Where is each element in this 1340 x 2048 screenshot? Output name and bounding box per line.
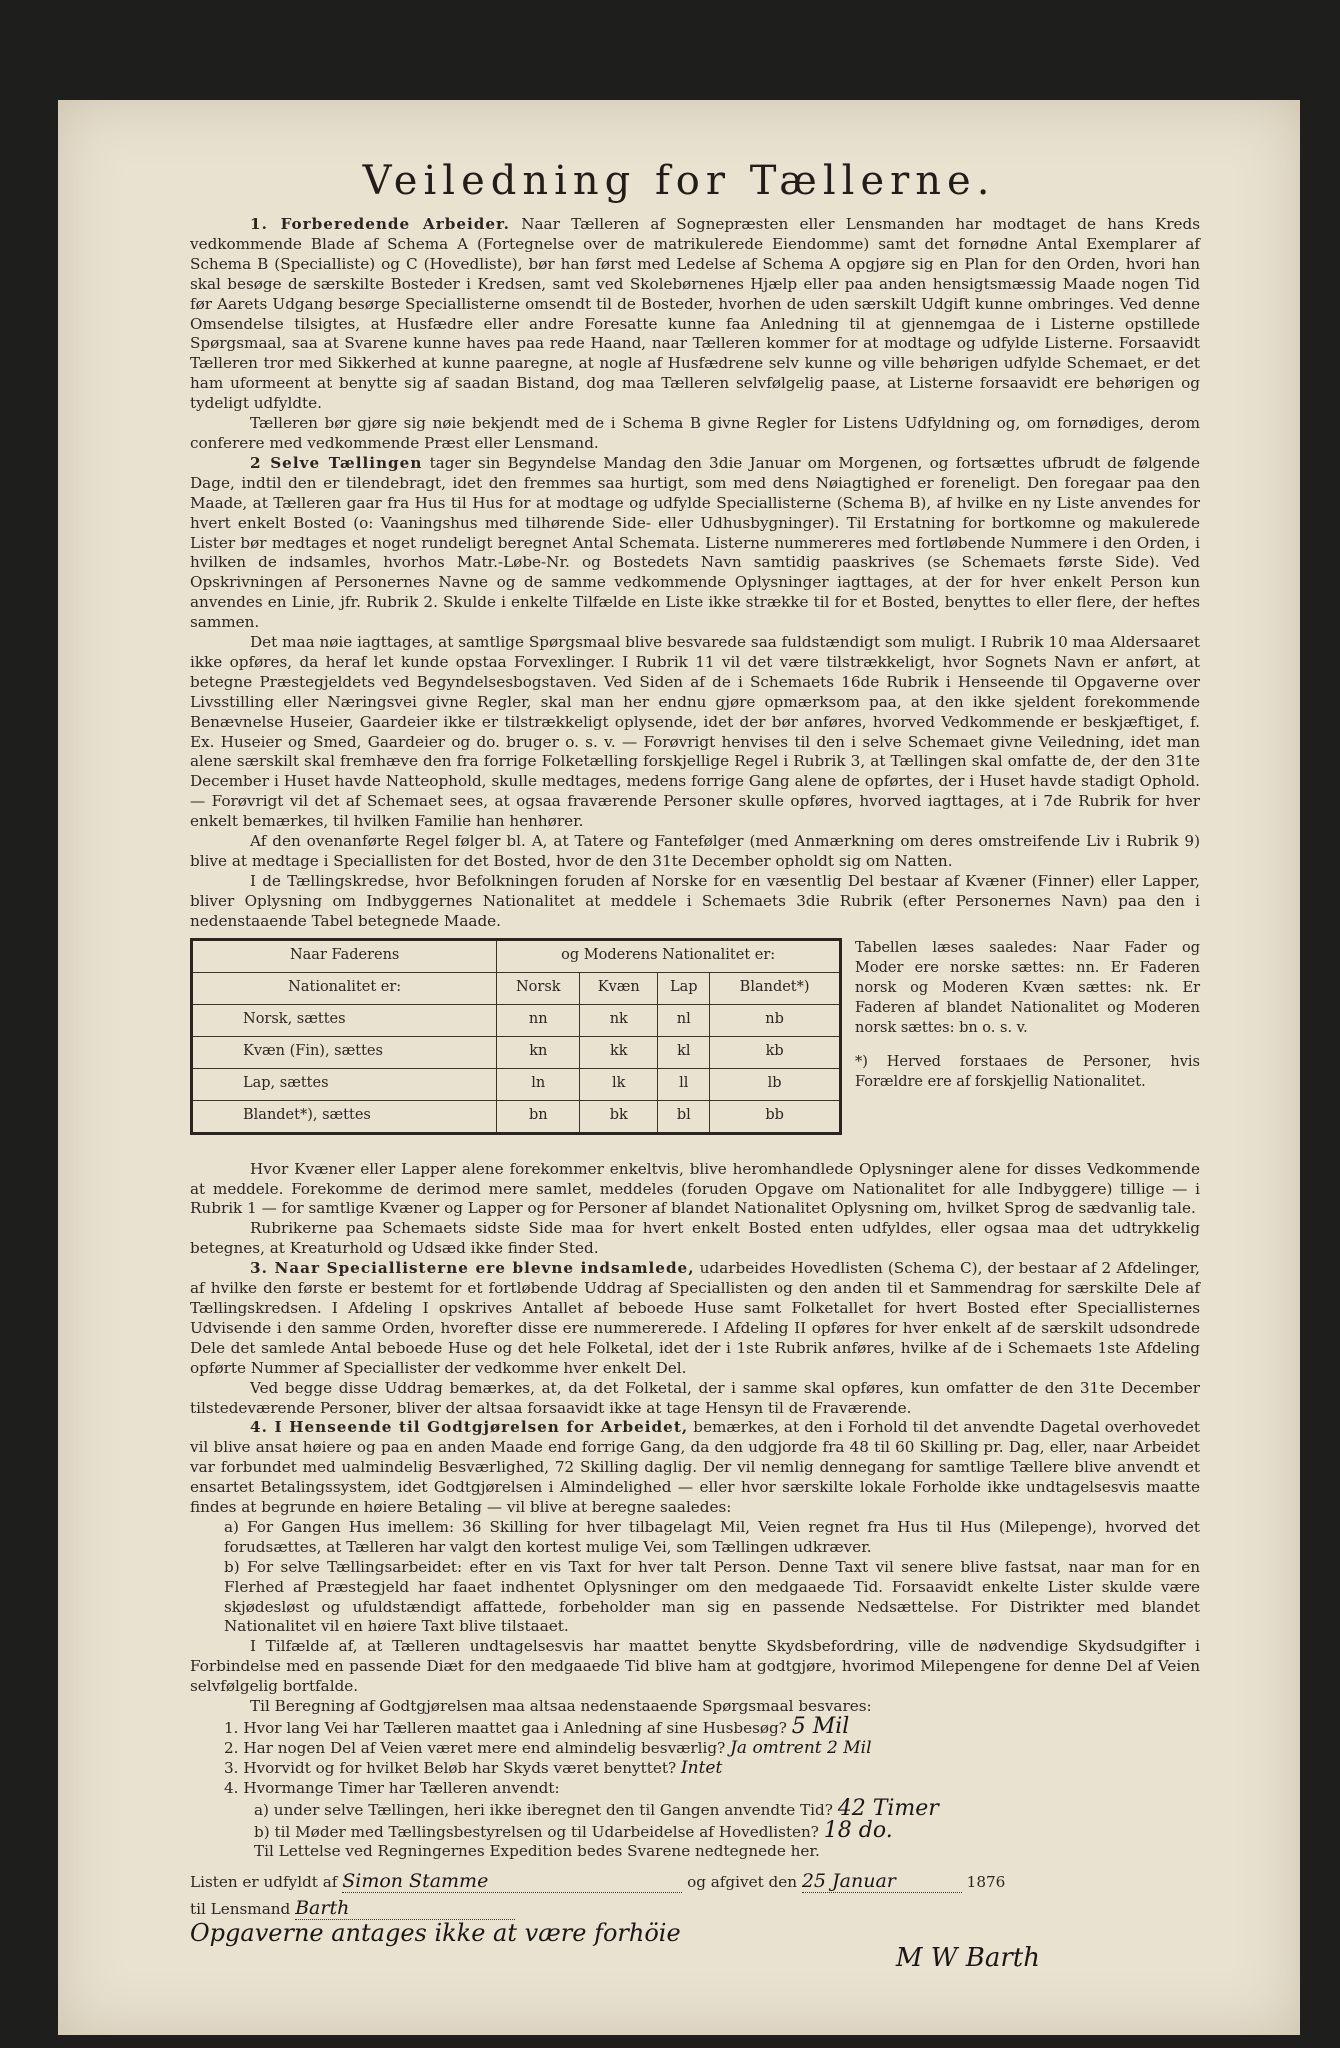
row-label: Kvæn (Fin), sættes bbox=[192, 1036, 497, 1068]
table-cell: nb bbox=[710, 1004, 841, 1036]
section-2-para-2: Det maa nøie iagttages, at samtlige Spørgsmaal blive besvarede saa fuldstændigt som muligt. I Rubrik 10 maa Aldersaaret ikke opføres, da heraf let kunde opstaa Forvexlinger. I Rubrik 11 vil det være tilstrækkeligt, hvor Sognets Navn er anført, at betegne Præstegjeldets ved Begyndelsesbogstaven. Ved Siden af de i Schemaets 16de Rubrik i Henseende til Opgaverne over Livsstilling eller Næringsvei givne Regler, skal man her endnu gjøre opmærksom paa, at den ikke sjeldent forekommende Benævnelse Huseier, Gaardeier ikke er tilstrækkeligt oplysende, idet der bør anføres, hvorved Vedkommende er beskjæftiget, f. Ex. Huseier og Smed, Gaardeier og do. bruger o. s. v. — Forøvrigt henvises til den i selve Schemaet givne Veiledning, idet man alene særskilt skal fremhæve den fra forrige Folketælling forskjellige Regel i Rubrik 3, at Tællingen skal omfatte de, der den 31te December i Huset havde Natteophold, skulle medtages, medens forrige Gang alene de opførtes, der i Huset havde stadigt Ophold. — Forøvrigt vil det af Schemaet sees, at ogsaa fraværende Personer skulle opføres, hvorved iagttages, at i 7de Rubrik for hver enkelt bemærkes, til hvilken Familie han henhører. bbox=[190, 633, 1200, 831]
table-cell: bn bbox=[497, 1100, 580, 1133]
questions-block bbox=[190, 1714, 1200, 1862]
nationality-table bbox=[190, 938, 842, 1135]
section-2-para-3: Af den ovenanførte Regel følger bl. A, at Tatere og Fantefølger (med Anmærkning om deres omstreifende Liv i Rubrik 9) blive at medtage i Speciallisten for det Bosted, hvor de den 31te December opholdt sig om Natten. bbox=[190, 832, 1200, 870]
table-note-2: *) Herved forstaaes de Personer, hvis Forældre ere af forskjellig Nationalitet. bbox=[855, 1053, 1200, 1090]
question-1-text: 1. Hvor lang Vei har Tælleren maattet gaa i Anledning af sine Husbesøg? bbox=[224, 1719, 787, 1737]
signature-line bbox=[190, 1943, 1200, 1974]
section-3-heading: 3. Naar Speciallisterne ere blevne indsamlede, bbox=[250, 1259, 695, 1278]
question-4a bbox=[224, 1795, 1200, 1821]
question-2 bbox=[224, 1739, 1200, 1759]
table-cell: lb bbox=[710, 1068, 841, 1100]
col-header: Lap bbox=[658, 972, 710, 1004]
sheriff-line bbox=[190, 1899, 1200, 1920]
table-cell: kn bbox=[497, 1036, 580, 1068]
row-label: Blandet*), sættes bbox=[192, 1100, 497, 1133]
section-3-para-1 bbox=[190, 1259, 1200, 1378]
question-4b bbox=[224, 1817, 1200, 1843]
question-3-text: 3. Hvorvidt og for hvilket Beløb har Skyds været benyttet? bbox=[224, 1758, 677, 1777]
col-header: Norsk bbox=[497, 972, 580, 1004]
answer-4a: 42 Timer bbox=[837, 1795, 939, 1821]
table-cell: ln bbox=[497, 1068, 580, 1100]
section-4-para-1 bbox=[190, 1418, 1200, 1518]
section-2-para-4: I de Tællingskredse, hvor Befolkningen foruden af Norske for en væsentlig Del bestaar af Kvæner (Finner) eller Lapper, bliver Oplysning om Indbyggernes Nationalitet at meddele i Schemaets 3die Rubrik (efter Personernes Navn) paa den i nedenstaaende Tabel betegnede Maade. bbox=[190, 871, 1200, 930]
table-cell: nk bbox=[580, 1004, 658, 1036]
row-label: Lap, sættes bbox=[192, 1068, 497, 1100]
section-3-para-2: Ved begge disse Uddrag bemærkes, at, da det Folketal, der i samme skal opføres, kun omfatter de den 31te December tilstedeværende Personer, bliver der altsaa forsaavidt ikke at tage Hensyn til de Fraværende. bbox=[190, 1378, 1200, 1417]
answer-4b: 18 do. bbox=[823, 1817, 893, 1843]
section-2-para-6: Rubrikerne paa Schemaets sidste Side maa for hvert enkelt Bosted enten udfyldes, eller ogsaa maa det udtrykkelig betegnes, at Kreaturhold og Udsæd ikke finder Sted. bbox=[190, 1219, 1200, 1258]
table-cell: kk bbox=[580, 1036, 658, 1068]
sheriff-value: Barth bbox=[295, 1899, 515, 1920]
year: 1876 bbox=[966, 1873, 1006, 1892]
section-3-text: udarbeides Hovedlisten (Schema C), der bestaar af 2 Afdelinger, af hvilke den første er bestemt for et fortløbende Uddrag af Speciallisten og den anden til et Sammendrag for særskilte Dele af Tællingskredsen. I Afdeling I opskrives Antallet af beboede Huse samt Folketallet for hvert Bosted efter Speciallisternes Udvisende i den samme Orden, hvorefter disse ere nummererede. I Afdeling II opføres for hver enkelt af de særskilt udsondrede Dele det samlede Antal beboede Huse og det hele Folketal, idet der i 1ste Rubrik anføres, hvilke af de i Schemaets 1ste Afdeling opførte Nummer af Speciallister der vedkomme hver enkelt Del. bbox=[190, 1259, 1201, 1377]
col-header: Kvæn bbox=[580, 972, 658, 1004]
row-label: Norsk, sættes bbox=[192, 1004, 497, 1036]
table-header-father-2: Nationalitet er: bbox=[192, 972, 497, 1004]
section-1-para-1 bbox=[190, 215, 1200, 414]
table-cell: kl bbox=[658, 1036, 710, 1068]
handwritten-signature: M W Barth bbox=[895, 1943, 1040, 1974]
section-1-text: Naar Tælleren af Sognepræsten eller Lensmanden har modtaget de hans Kreds vedkommende Blade af Schema A (Fortegnelse over de matrikulerede Eiendomme) samt det fornødne Antal Exemplarer af Schema B (Specialliste) og C (Hovedliste), bør han først med Ledelse af Schema A opgjøre sig en Plan for den Orden, hvori han skal besøge de særskilte Bosteder i Kredsen, samt ved Skolebørnenes Hjælp eller paa anden hensigtsmæssig Maade nogen Tid før Aarets Udgang besørge Speciallisterne omsendt til de Bosteder, hvorhen de uden særskilt Udgift kunne ombringes. Ved denne Omsendelse tilsigtes, at Husfædre eller andre Foresatte kunne faa Anledning til at gjennemgaa de i Listerne opstillede Spørgsmaal, saa at Svarene kunne haves paa rede Haand, naar Tælleren kommer for at modtage og udfylde Listerne. Forsaavidt Tælleren tror med Sikkerhed at kunne paaregne, at nogle af Husfædrene selv kunne og ville behørigen udfylde Schemaet, er det ham uformeent at benytte sig af saadan Bistand, dog maa Tælleren selvfølgelig paase, at Listerne forsaavidt ere behørigen og tydeligt udfyldte. bbox=[190, 215, 1200, 413]
instructions-body bbox=[190, 215, 1200, 1972]
table-cell: bb bbox=[710, 1100, 841, 1133]
question-3 bbox=[224, 1759, 1200, 1779]
table-cell: lk bbox=[580, 1068, 658, 1100]
table-cell: bk bbox=[580, 1100, 658, 1133]
table-cell: kb bbox=[710, 1036, 841, 1068]
question-1 bbox=[224, 1714, 1200, 1739]
col-header: Blandet*) bbox=[710, 972, 841, 1004]
table-header-mother: og Moderens Nationalitet er: bbox=[497, 939, 841, 972]
section-4-para-2: I Tilfælde af, at Tælleren undtagelsesvis har maattet benytte Skydsbefordring, ville de nødvendige Skydsudgifter i Forbindelse med en passende Diæt for den medgaaede Tid blive ham at godtgjøre, hvorimod Milepengene for denne Del af Veien selvfølgelig bortfalde. bbox=[190, 1637, 1200, 1696]
table-cell: nl bbox=[658, 1004, 710, 1036]
table-row bbox=[192, 1100, 841, 1133]
table-explanation bbox=[855, 938, 1200, 1092]
document-page bbox=[58, 100, 1300, 2035]
question-2-text: 2. Har nogen Del af Veien været mere end almindelig besværlig? bbox=[224, 1738, 726, 1757]
answer-3: Intet bbox=[680, 1757, 723, 1778]
table-cell: nn bbox=[497, 1004, 580, 1036]
section-4-item-a: a) For Gangen Hus imellem: 36 Skilling for hver tilbagelagt Mil, Veien regnet fra Hus til Hus (Milepenge), hvorved det forudsættes, at Tælleren har valgt den kortest mulige Vei, som Tællingen udkræver. bbox=[224, 1517, 1200, 1556]
section-4-heading: 4. I Henseende til Godtgjørelsen for Arbeidet, bbox=[250, 1418, 689, 1437]
question-4: 4. Hvormange Timer har Tælleren anvendt: bbox=[224, 1778, 560, 1797]
filled-by-label: Listen er udfyldt af bbox=[190, 1873, 338, 1892]
section-2-text: tager sin Begyndelse Mandag den 3die Januar om Morgenen, og fortsættes ufbrudt de følgende Dage, indtil den er tilendebragt, idet den fremmes saa hurtigt, som med dens Nøiagtighed er foreneligt. Den foregaar paa den Maade, at Tælleren gaar fra Hus til Hus for at modtage og udfylde Speciallisterne (Schema B), af hvilke en ny Liste anvendes for hvert enkelt Bosted (o: Vaaningshus med tilhørende Side- eller Udhusbygninger). Til Erstatning for bortkomne og makulerede Lister bør medtages et noget rundeligt beregnet Antal Schemata. Listerne nummereres med fortløbende Nummere i den Orden, i hvilken de indsamles, hvorhos Matr.-Løbe-Nr. og Bostedets Navn samtidig paaskrives (se Schemaets første Side). Ved Opskrivningen af Personernes Navne og de samme vedkommende Oplysninger iagttages, at der for hver enkelt Person kun anvendes en Linie, jfr. Rubrik 2. Skulde i enkelte Tilfælde en Liste ikke strække til for et Bosted, benyttes to eller flere, der heftes sammen. bbox=[190, 453, 1201, 632]
section-4-text: bemærkes, at den i Forhold til det anvendte Dagetal overhovedet vil blive ansat høiere og paa en anden Maade end forrige Gang, da den udgjorde fra 48 til 60 Skilling pr. Dag, eller, naar Arbeidet var forbundet med ualmindelig Besværlighed, 72 Skilling daglig. Der vil nemlig dennegang for samtlige Tællere blive anvendt et ensartet Betalingssystem, idet Godtgjørelsen i Almindelighed — eller hvor særskilte lokale Forholde ikke undtagelsesvis maatte findes at begrunde en høiere Betaling — vil blive at beregne saaledes: bbox=[190, 1418, 1201, 1517]
section-4-para-3: Til Beregning af Godtgjørelsen maa altsaa nedenstaaende Spørgsmaal besvares: bbox=[250, 1697, 872, 1716]
table-row bbox=[192, 1068, 841, 1100]
table-note-1: Tabellen læses saaledes: Naar Fader og Moder ere norske sættes: nn. Er Faderen norsk og Moderen Kvæn sættes: nk. Er Faderen af blandet Nationalitet og Moderen norsk sættes: bn o. s. v. bbox=[855, 939, 1200, 1036]
section-2-para-1 bbox=[190, 454, 1200, 633]
answer-1: 5 Mil bbox=[791, 1714, 850, 1739]
answer-2: Ja omtrent 2 Mil bbox=[730, 1737, 872, 1758]
delivered-label: og afgivet den bbox=[687, 1873, 798, 1892]
section-4-item-b: b) For selve Tællingsarbeidet: efter en vis Taxt for hver talt Person. Denne Taxt vil senere blive fastsat, naar man for en Flerhed af Præstegjeld har faaet indhentet Oplysninger om den medgaaede Tid. Forsaavidt enkelte Lister skulde være skjødesløst og ufuldstændigt affattede, forbeholder man sig en passende Nedsættelse. For Distrikter med blandet Nationalitet vil en høiere Taxt blive tilstaaet. bbox=[224, 1557, 1200, 1636]
remark-line bbox=[190, 1919, 1200, 1948]
question-4b-text: b) til Møder med Tællingsbestyrelsen og til Udarbeidelse af Hovedlisten? bbox=[254, 1822, 819, 1841]
nationality-table-block bbox=[190, 938, 1200, 1156]
question-4a-text: a) under selve Tællingen, heri ikke iberegnet den til Gangen anvendte Tid? bbox=[254, 1800, 833, 1819]
table-row bbox=[192, 1004, 841, 1036]
filled-by-line bbox=[190, 1872, 1200, 1893]
table-row bbox=[192, 1036, 841, 1068]
page-title: Veiledning for Tællerne. bbox=[362, 158, 996, 204]
delivered-value: 25 Januar bbox=[802, 1872, 962, 1893]
section-1-para-2: Tælleren bør gjøre sig nøie bekjendt med de i Schema B givne Regler for Listens Udfyldning og, om fornødiges, derom conferere med vedkommende Præst eller Lensmand. bbox=[190, 414, 1200, 452]
table-cell: ll bbox=[658, 1068, 710, 1100]
section-2-para-5: Hvor Kvæner eller Lapper alene forekommer enkeltvis, blive heromhandlede Oplysninger alene for disses Vedkommende at meddele. Forekomme de derimod mere samlet, meddeles (foruden Opgave om Nationalitet for alle Indbyggere) tillige — i Rubrik 1 — for samtlige Kvæner og Lapper og for Personer af blandet Nationalitet Oplysning om, hvilket Sprog de sædvanlig tale. bbox=[190, 1159, 1200, 1218]
table-cell: bl bbox=[658, 1100, 710, 1133]
table-header-father-1: Naar Faderens bbox=[192, 939, 497, 972]
filled-by-value: Simon Stamme bbox=[342, 1872, 682, 1893]
section-2-heading: 2 Selve Tællingen bbox=[250, 453, 423, 472]
handwritten-remark: Opgaverne antages ikke at være forhöie bbox=[190, 1919, 681, 1948]
sheriff-label: til Lensmand bbox=[190, 1900, 291, 1919]
questions-closing: Til Lettelse ved Regningernes Expedition bedes Svarene nedtegnede her. bbox=[254, 1842, 820, 1861]
section-1-heading: 1. Forberedende Arbeider. bbox=[250, 215, 510, 233]
